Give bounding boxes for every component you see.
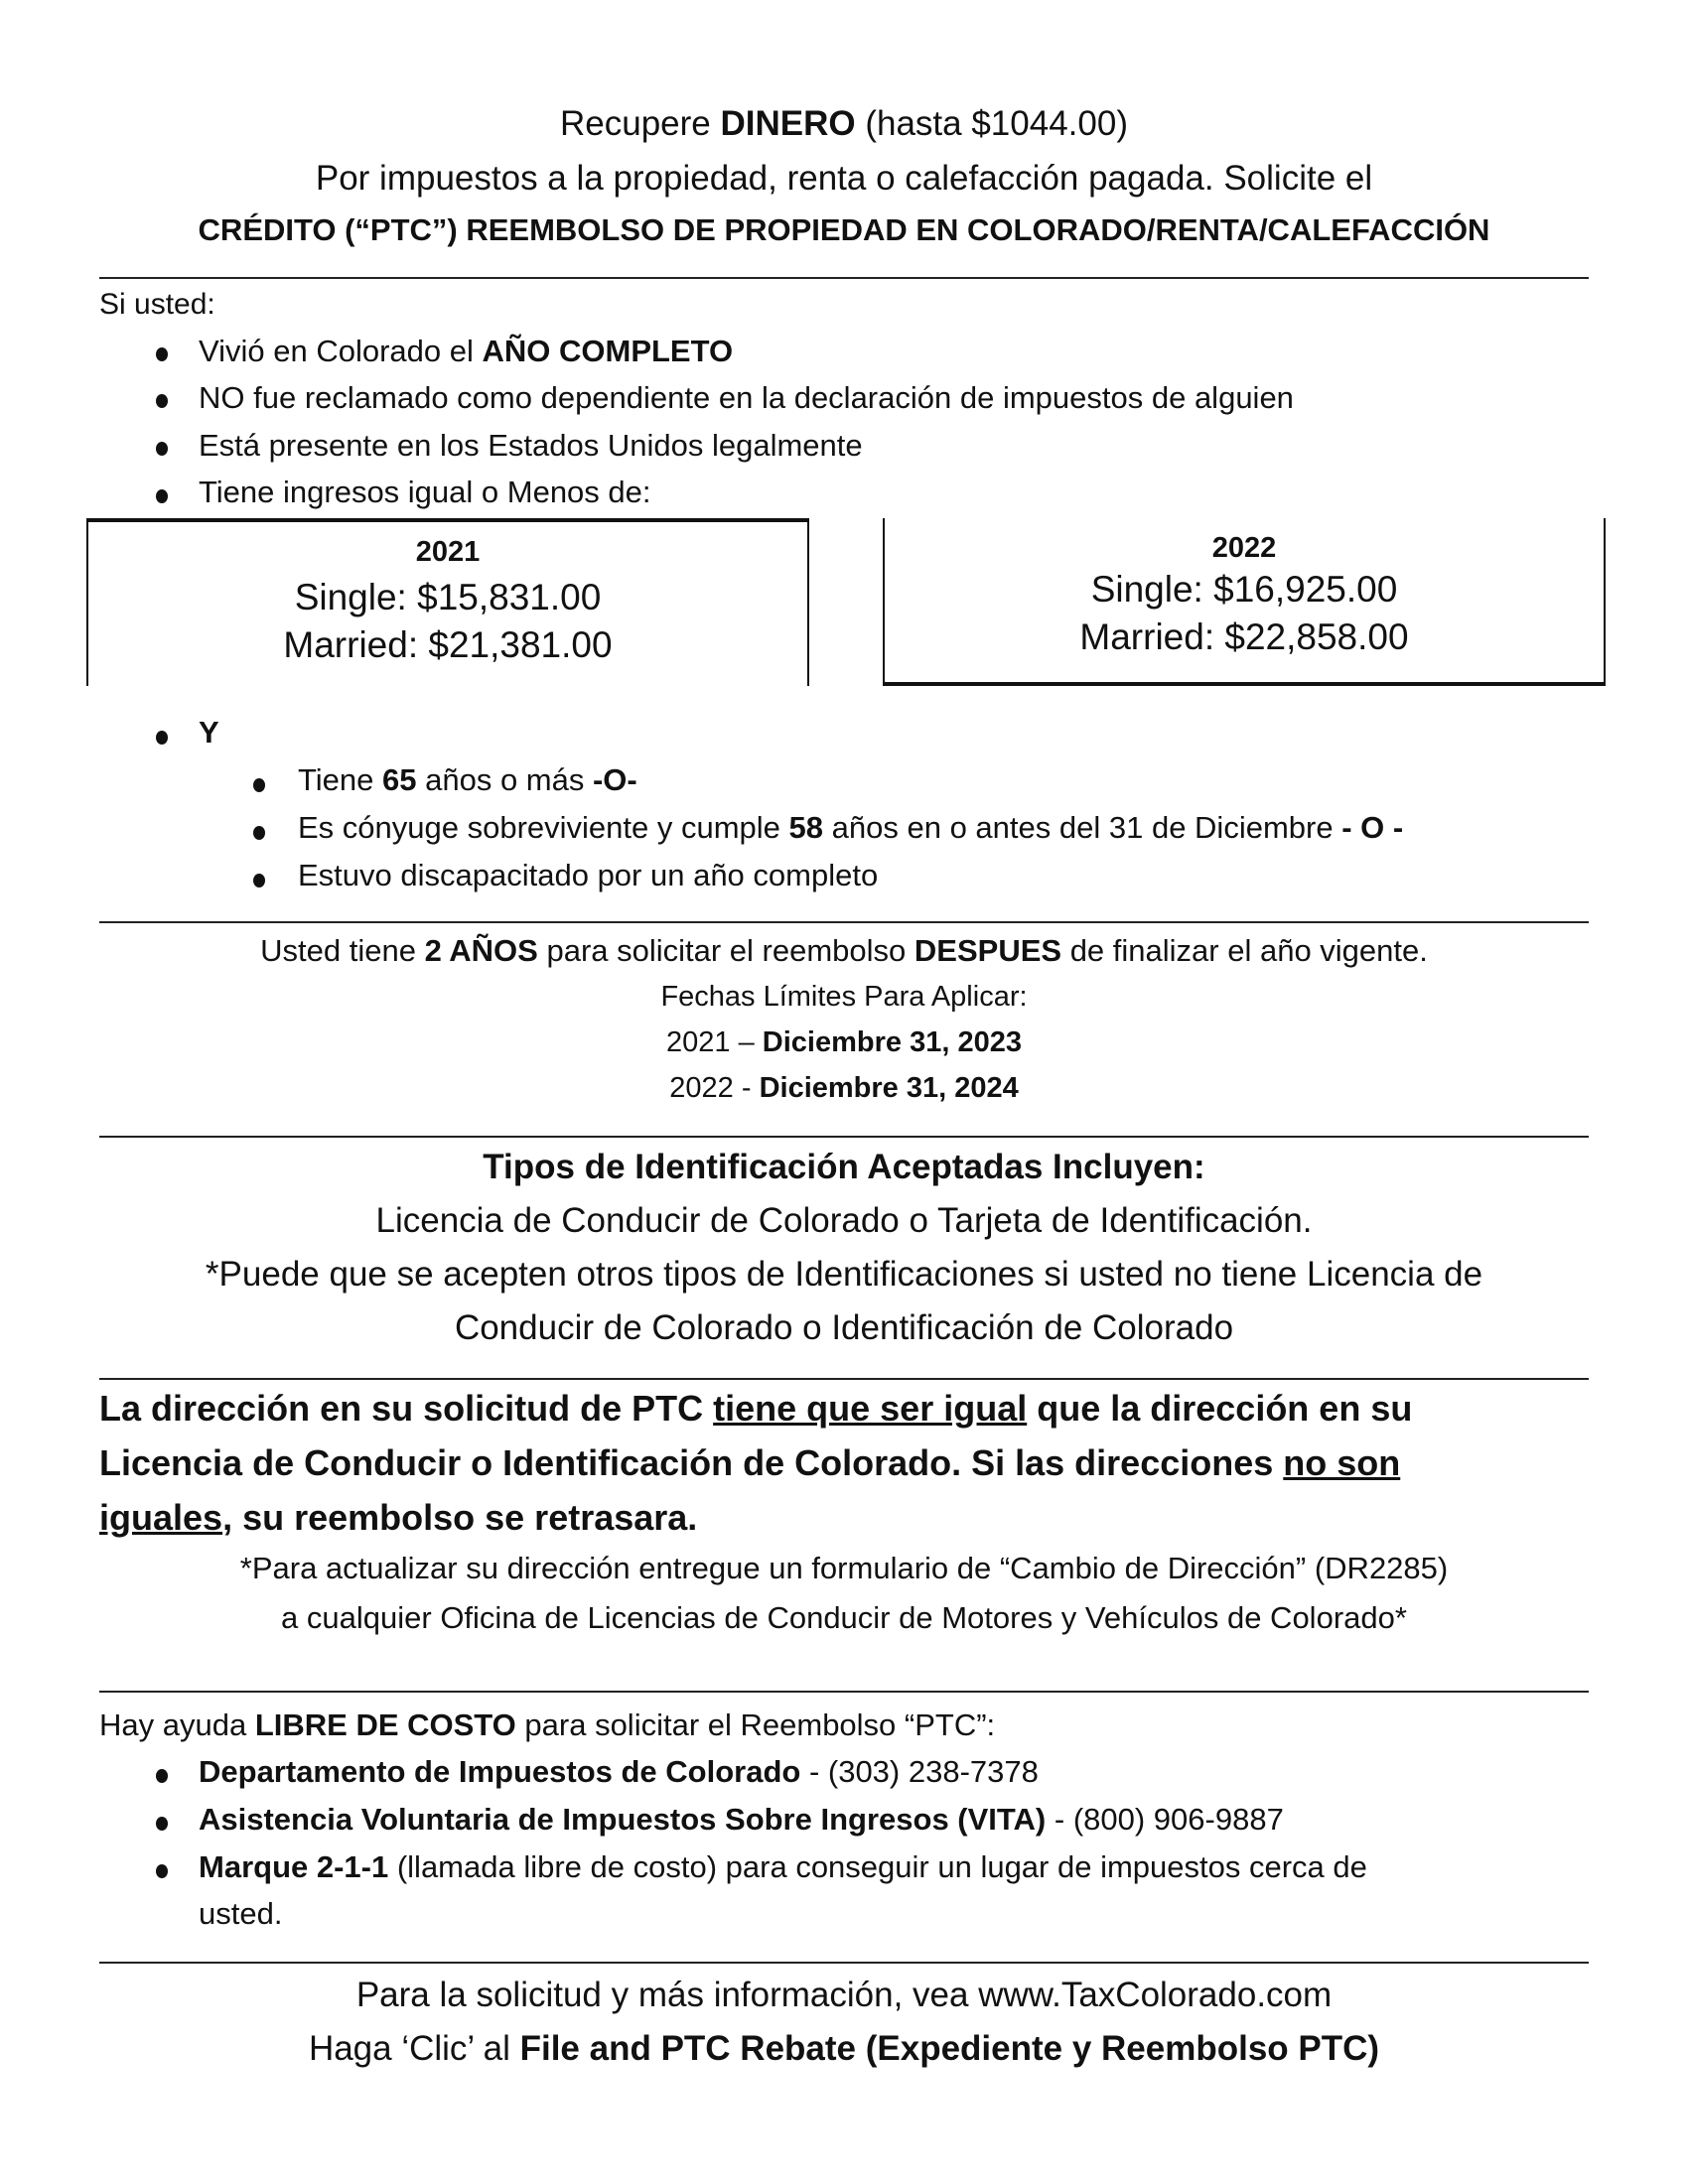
divider — [99, 277, 1589, 279]
deadline-intro: Usted tiene 2 AÑOS para solicitar el reembolso DESPUES de finalizar el año vigente. — [260, 933, 1428, 968]
eligibility-intro: Si usted: — [99, 288, 215, 321]
id-line-2: *Puede que se acepten otros tipos de Identificaciones si usted no tiene Licencia de — [205, 1255, 1483, 1294]
address-note-2: a cualquier Oficina de Licencias de Conducir de Motores y Vehículos de Colorado* — [281, 1600, 1407, 1635]
bullet-icon — [156, 731, 168, 745]
header-line-1: Recupere DINERO (hasta $1044.00) — [560, 104, 1128, 143]
divider — [99, 1136, 1589, 1138]
bullet-icon — [156, 1864, 168, 1878]
header-line-2: Por impuestos a la propiedad, renta o calefacción pagada. Solicite el — [315, 159, 1373, 198]
address-warning-line-3: iguales, su reembolso se retrasara. — [99, 1497, 698, 1538]
conditions-and-label: Y — [199, 715, 219, 750]
income-single: Single: $16,925.00 — [1090, 569, 1398, 610]
deadline-item: 2022 - Diciembre 31, 2024 — [669, 1072, 1019, 1104]
divider — [99, 1691, 1589, 1693]
bullet-icon — [156, 394, 168, 408]
income-box-2021 — [86, 518, 809, 686]
bullet-icon — [156, 1817, 168, 1831]
address-warning-line-1: La dirección en su solicitud de PTC tiene que ser igual que la dirección en su — [99, 1388, 1413, 1429]
footer-line-1: Para la solicitud y más información, vea www.TaxColorado.com — [355, 1976, 1333, 2014]
bullet-icon — [253, 874, 265, 887]
bullet-icon — [156, 442, 168, 456]
id-line-3: Conducir de Colorado o Identificación de Colorado — [454, 1308, 1234, 1347]
bullet-icon — [156, 347, 168, 361]
bullet-icon — [253, 826, 265, 840]
address-warning-line-2: Licencia de Conducir o Identificación de Colorado. Si las direcciones no son — [99, 1442, 1401, 1483]
footer-line-2: Haga ‘Clic’ al File and PTC Rebate (Expediente y Reembolso PTC) — [308, 2029, 1380, 2068]
bullet-icon — [156, 1769, 168, 1783]
income-married: Married: $22,858.00 — [1079, 616, 1409, 657]
header-highlight: DINERO — [720, 104, 856, 143]
header-title: CRÉDITO (“PTC”) REEMBOLSO DE PROPIEDAD EN COLORADO/RENTA/CALEFACCIÓN — [198, 212, 1490, 247]
divider — [99, 1962, 1589, 1964]
help-intro: Hay ayuda LIBRE DE COSTO para solicitar el Reembolso “PTC”: — [99, 1707, 996, 1742]
divider — [99, 1378, 1589, 1380]
flyer-page: Recupere DINERO (hasta $1044.00) Por impuestos a la propiedad, renta o calefacción pagada. Solicite el CRÉDITO (“PTC”) REEMBOLSO DE PROPIEDAD EN COLORADO/RENTA/CALEFACCIÓN Si usted: Vivió en Colorado el AÑO COMPLETO NO fue reclamado como dependiente en la declaración de impuestos de alguien Está presente en los Estados Unidos legalmente Tiene ingresos igual o Menos de: 2021 Single: $15,831.00 Married: $21,381.00 2022 Single: $16,925.00 Married: $22,858.00 Y Tiene 65 años o más -O- Es cónyuge sobreviviente y cumple 58 años en o antes del 31 de Diciembre - O - Estuvo discapacitado por un año completo Usted tiene 2 AÑOS para solicitar el reembolso DESPUES de finalizar el año vigente. Fechas Límites Para Aplicar: 2021 – Diciembre 31, 2023 2022 - Diciembre 31, 2024 Tipos de Identificación Aceptadas Incluyen: Licencia de Conducir de Colorado o Tarjeta de Identificación. *Puede que se acepten otros tipos de Identificaciones si usted no tiene Licencia de Conducir de Colorado o Identificación de Colorado La dirección en su solicitud de PTC tiene que ser igual que la dirección en su Licencia de Conducir o Identificación de Colorado. Si las direcciones no son iguales, su reembolso se retrasara. *Para actualizar su dirección entregue un formulario de “Cambio de Dirección” (DR2285) a cualquier Oficina de Licencias de Conducir de Motores y Vehículos de Colorado* Hay ayuda LIBRE DE COSTO para solicitar el Reembolso “PTC”: Departamento de Impuestos de Colorado - (303) 238-7378 Asistencia Voluntaria de Impuestos Sobre Ingresos (VITA) - (800) 906-9887 Marque 2-1-1 (llamada libre de costo) para conseguir un lugar de impuestos cerca de usted. Para la solicitud y más información, vea www.TaxColorado.com Haga ‘Clic’ al File and PTC Rebate (Expediente y Reembolso PTC) — [0, 0, 1688, 2184]
income-year: 2021 — [415, 536, 481, 568]
income-single: Single: $15,831.00 — [294, 577, 602, 617]
income-year: 2022 — [1211, 532, 1277, 564]
income-box-2022 — [883, 518, 1606, 686]
deadline-title: Fechas Límites Para Aplicar: — [660, 981, 1028, 1013]
bullet-icon — [253, 778, 265, 792]
address-note-1: *Para actualizar su dirección entregue un formulario de “Cambio de Dirección” (DR2285) — [239, 1551, 1449, 1585]
bullet-icon — [156, 489, 168, 503]
id-title: Tipos de Identificación Aceptadas Incluyen: — [483, 1148, 1205, 1186]
id-line-1: Licencia de Conducir de Colorado o Tarjeta de Identificación. — [375, 1201, 1313, 1240]
deadline-item: 2021 – Diciembre 31, 2023 — [666, 1026, 1022, 1058]
divider — [99, 921, 1589, 923]
income-married: Married: $21,381.00 — [283, 624, 613, 665]
